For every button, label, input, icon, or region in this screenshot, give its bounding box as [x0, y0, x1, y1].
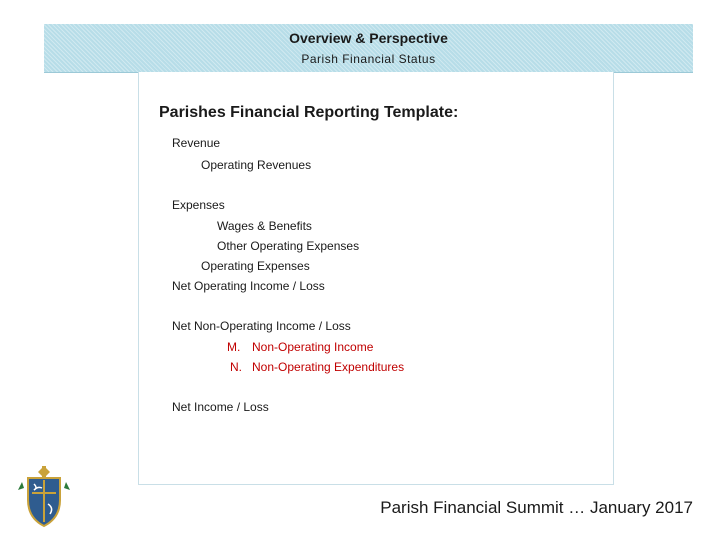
line-net-income: Net Income / Loss — [172, 400, 269, 414]
line-wages-benefits: Wages & Benefits — [217, 219, 312, 233]
slide-title: Overview & Perspective — [289, 30, 448, 46]
line-operating-expenses: Operating Expenses — [201, 259, 310, 273]
line-non-operating-expenditures: Non-Operating Expenditures — [252, 360, 405, 374]
footer-text: Parish Financial Summit … January 2017 — [380, 498, 693, 517]
marker-m: M. — [227, 340, 241, 354]
line-expenses: Expenses — [172, 198, 225, 212]
line-operating-revenues: Operating Revenues — [201, 158, 312, 172]
diocese-crest-icon — [14, 464, 74, 528]
line-non-operating-income: Non-Operating Income — [252, 340, 374, 354]
line-net-operating-income: Net Operating Income / Loss — [172, 279, 325, 293]
template-title: Parishes Financial Reporting Template: — [159, 104, 459, 121]
line-other-operating-expenses: Other Operating Expenses — [217, 239, 360, 253]
line-net-non-operating-income: Net Non-Operating Income / Loss — [172, 319, 351, 333]
marker-n: N. — [230, 360, 242, 374]
slide-subtitle: Parish Financial Status — [301, 52, 436, 66]
header-band — [44, 24, 693, 73]
line-revenue: Revenue — [172, 136, 221, 150]
